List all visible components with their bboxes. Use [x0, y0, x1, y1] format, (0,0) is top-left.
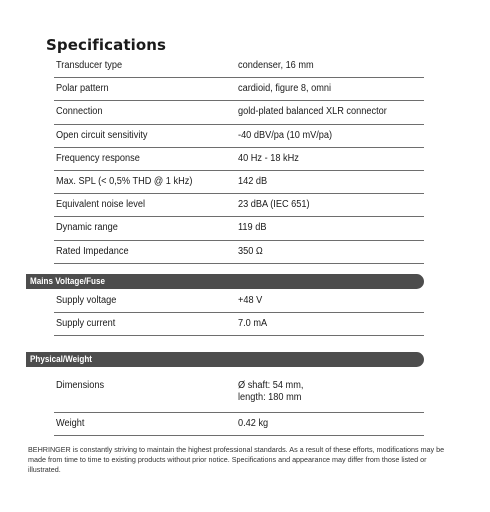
spec-row	[54, 413, 424, 436]
spec-row	[54, 55, 424, 78]
spec-value: 0.42 kg	[238, 418, 269, 429]
spec-row	[54, 194, 424, 217]
specs-table	[54, 55, 424, 264]
spec-label: Weight	[56, 418, 85, 429]
section-header-physical	[26, 352, 424, 367]
spec-value: +48 V	[238, 295, 263, 306]
spec-row	[54, 376, 424, 413]
spec-label: Supply current	[56, 318, 116, 330]
spec-value: 119 dB	[238, 222, 267, 234]
spec-value: 40 Hz - 18 kHz	[238, 152, 299, 164]
spec-value: Ø shaft: 54 mm, length: 180 mm	[238, 380, 304, 403]
spec-row	[54, 171, 424, 194]
spec-label: Rated Impedance	[56, 245, 129, 257]
spec-row	[54, 290, 424, 313]
section-header-mains	[26, 274, 424, 289]
mains-table	[54, 290, 424, 336]
spec-value: cardioid, figure 8, omni	[238, 83, 332, 95]
spec-label: Frequency response	[56, 152, 140, 164]
spec-value: gold-plated balanced XLR connector	[238, 106, 387, 118]
spec-row	[54, 78, 424, 101]
disclaimer-text: BEHRINGER is constantly striving to maintain the highest professional standards. As a result of these efforts, modifications may be made from time to time to existing products without prior notice. Specifications and appearance may differ from those listed or illustrated.	[28, 445, 445, 474]
page-title: Specifications	[46, 36, 167, 54]
spec-value: 7.0 mA	[238, 318, 268, 330]
spec-value: condenser, 16 mm	[238, 60, 314, 71]
spec-label: Connection	[56, 106, 103, 118]
spec-value: 350 Ω	[238, 245, 263, 257]
physical-table	[54, 376, 424, 436]
spec-label: Max. SPL (< 0,5% THD @ 1 kHz)	[56, 175, 193, 187]
spec-row	[54, 313, 424, 336]
spec-label: Open circuit sensitivity	[56, 129, 148, 141]
spec-label: Supply voltage	[56, 295, 117, 306]
spec-row	[54, 148, 424, 171]
section-title: Physical/Weight	[30, 354, 92, 364]
spec-row	[54, 125, 424, 148]
spec-label: Equivalent noise level	[56, 199, 145, 211]
spec-row	[54, 241, 424, 264]
spec-label: Polar pattern	[56, 83, 109, 95]
spec-row	[54, 217, 424, 240]
spec-label: Dynamic range	[56, 222, 118, 234]
spec-value: 23 dBA (IEC 651)	[238, 199, 310, 211]
section-title: Mains Voltage/Fuse	[30, 276, 106, 286]
spec-row	[54, 101, 424, 124]
spec-value: 142 dB	[238, 175, 268, 187]
spec-value: -40 dBV/pa (10 mV/pa)	[238, 129, 333, 141]
spec-label: Transducer type	[56, 60, 123, 71]
spec-label: Dimensions	[56, 380, 105, 391]
